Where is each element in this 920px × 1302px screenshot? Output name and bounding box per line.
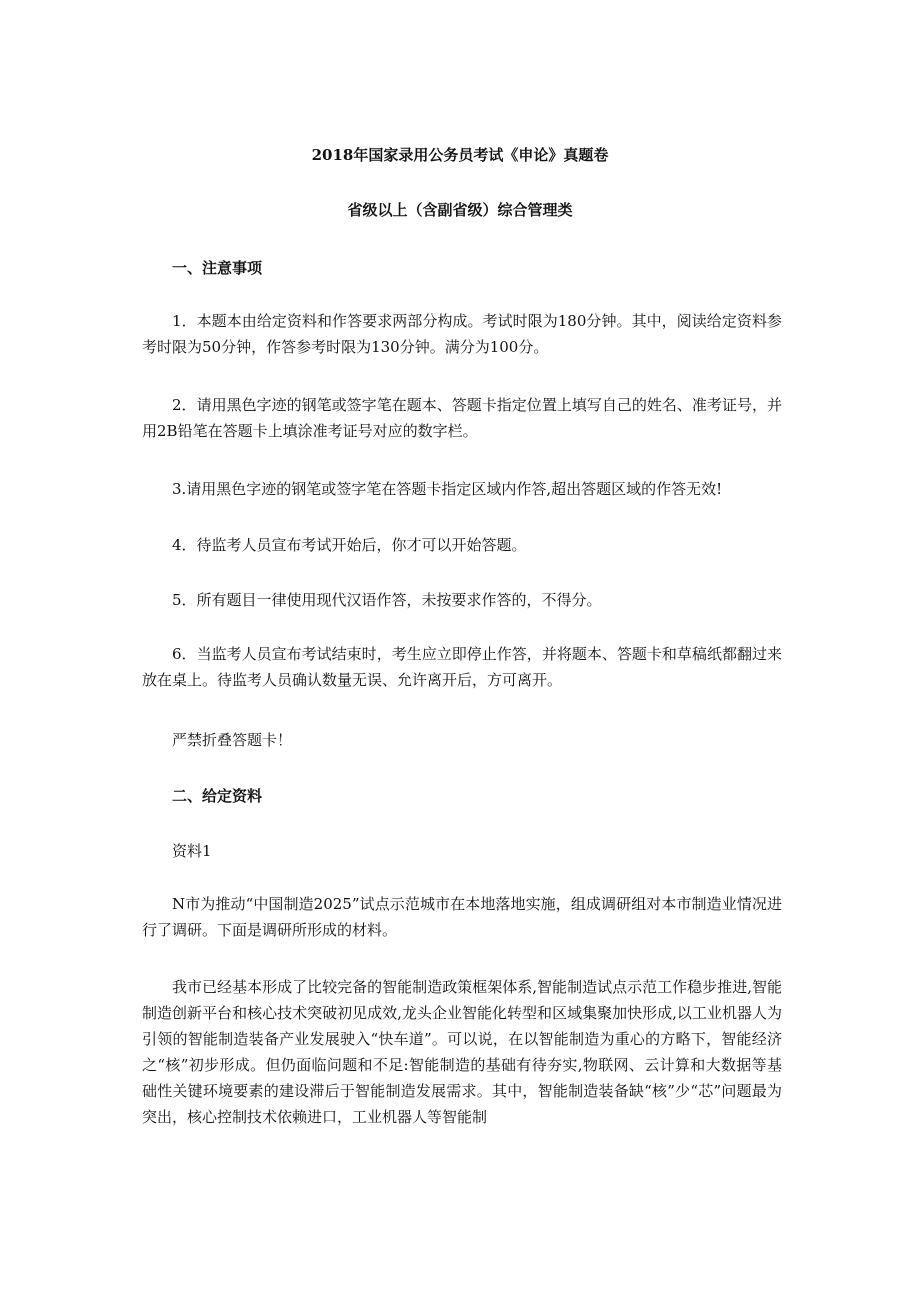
section-heading-notes: 一、注意事项 <box>172 259 263 277</box>
warning-text: 严禁折叠答题卡！ <box>172 731 293 749</box>
material-label: 资料1 <box>172 842 212 860</box>
notice-item-1: 1．本题本由给定资料和作答要求两部分构成。考试时限为180分钟。其中，阅读给定资料参考时限为50分钟，作答参考时限为130分钟。满分为100分。 <box>142 312 782 356</box>
document-title: 2018年国家录用公务员考试《申论》真题卷 <box>311 146 609 164</box>
notice-item-4: 4．待监考人员宣布考试开始后，你才可以开始答题。 <box>172 536 527 554</box>
notice-item-5: 5．所有题目一律使用现代汉语作答，未按要求作答的，不得分。 <box>172 591 602 609</box>
section-heading-materials: 二、给定资料 <box>172 787 263 805</box>
material-paragraph-1: N市为推动“中国制造2025”试点示范城市在本地落地实施，组成调研组对本市制造业情况进行了调研。下面是调研所形成的材料。 <box>142 895 782 939</box>
notice-item-3: 3.请用黑色字迹的钢笔或签字笔在答题卡指定区域内作答,超出答题区域的作答无效! <box>172 480 723 498</box>
notice-item-6: 6．当监考人员宣布考试结束时，考生应立即停止作答，并将题本、答题卡和草稿纸都翻过来放在桌上。待监考人员确认数量无误、允许离开后，方可离开。 <box>142 645 782 689</box>
notice-item-2: 2．请用黑色字迹的钢笔或签字笔在题本、答题卡指定位置上填写自己的姓名、准考证号，并用2B铅笔在答题卡上填涂准考证号对应的数字栏。 <box>142 396 782 440</box>
material-paragraph-2: 我市已经基本形成了比较完备的智能制造政策框架体系,智能制造试点示范工作稳步推进,智能制造创新平台和核心技术突破初见成效,龙头企业智能化转型和区域集聚加快形成,以工业机器人为引领的智能制造装备产业发展驶入“快车道”。可以说，在以智能制造为重心的方略下，智能经济之“核”初步形成。但仍面临问题和不足:智能制造的基础有待夯实,物联网、云计算和大数据等基础性关键环境要素的建设滞后于智能制造发展需求。其中，智能制造装备缺“核”少“芯”问题最为突出，核心控制技术依赖进口，工业机器人等智能制 <box>142 978 782 1126</box>
document-subtitle: 省级以上（含副省级）综合管理类 <box>347 201 573 219</box>
